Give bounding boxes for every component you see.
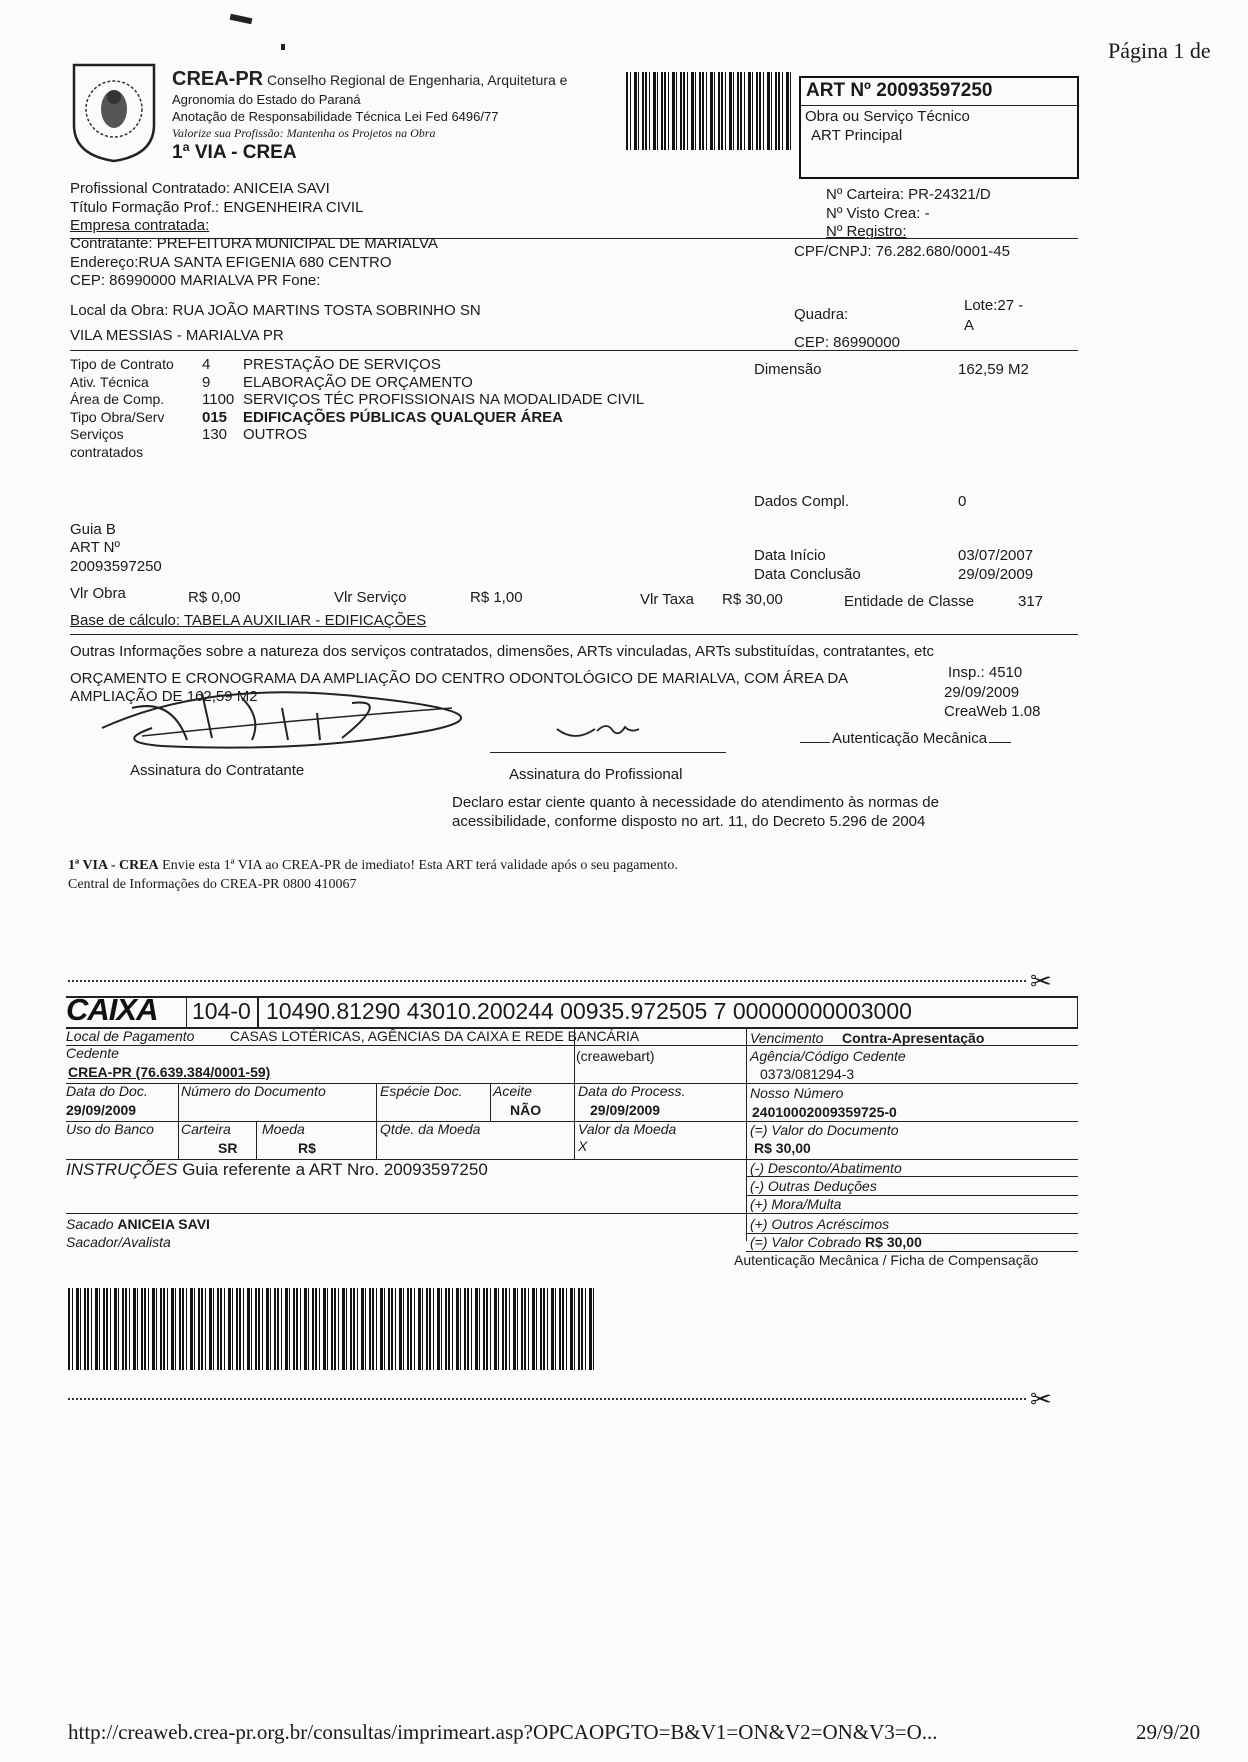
data-doc-label: Data do Doc. bbox=[66, 1083, 148, 1099]
value-ativ-tecnica: ELABORAÇÃO DE ORÇAMENTO bbox=[243, 373, 473, 391]
label-ativ-tecnica: Ativ. Técnica bbox=[70, 373, 149, 390]
desconto-label: (-) Desconto/Abatimento bbox=[750, 1160, 902, 1176]
carteira-label: Carteira bbox=[181, 1121, 231, 1137]
sacado-label: Sacado bbox=[66, 1216, 114, 1232]
value-servicos: OUTROS bbox=[243, 426, 308, 443]
linha-digitavel: 10490.81290 43010.200244 00935.972505 7 00000000003000 bbox=[266, 998, 912, 1024]
contratante-endereco: Endereço:RUA SANTA EFIGENIA 680 CENTRO bbox=[70, 254, 392, 271]
insp-number: Insp.: 4510 bbox=[948, 664, 1023, 681]
aceite-label: Aceite bbox=[493, 1083, 532, 1099]
contrato-codes bbox=[202, 356, 234, 444]
via-label: 1ª VIA - CREA bbox=[172, 142, 297, 163]
scan-mark bbox=[281, 44, 285, 50]
vencimento-value: Contra-Apresentação bbox=[842, 1030, 985, 1046]
label-tipo-obra: Tipo Obra/Serv bbox=[70, 408, 165, 425]
obra-bairro: VILA MESSIAS - MARIALVA PR bbox=[70, 327, 284, 344]
empresa-contratada: Empresa contratada: bbox=[70, 217, 210, 234]
valor-documento-value: R$ 30,00 bbox=[754, 1140, 811, 1156]
nosso-numero-value: 24010002009359725-0 bbox=[752, 1104, 897, 1120]
contrato-values bbox=[243, 356, 644, 444]
dimensao-label: Dimensão bbox=[754, 361, 822, 378]
vlr-taxa-value: R$ 30,00 bbox=[722, 591, 783, 608]
sacado-value: ANICEIA SAVI bbox=[117, 1216, 210, 1232]
cedente-value: CREA-PR (76.639.384/0001-59) bbox=[68, 1064, 271, 1080]
dados-compl-value: 0 bbox=[958, 493, 967, 510]
autenticacao-mecanica: Autenticação Mecânica bbox=[800, 730, 1011, 747]
boleto bbox=[66, 994, 1078, 1284]
valor-cobrado bbox=[750, 1234, 922, 1250]
value-area-comp: SERVIÇOS TÉC PROFISSIONAIS NA MODALIDADE CIVIL bbox=[243, 391, 645, 408]
guia-art-label: ART Nº bbox=[70, 539, 120, 556]
data-processamento-label: Data do Process. bbox=[578, 1083, 686, 1099]
guia-art-number: 20093597250 bbox=[70, 558, 162, 575]
creawebart: (creawebart) bbox=[576, 1048, 655, 1064]
numero-carteira: Nº Carteira: PR-24321/D bbox=[826, 186, 991, 203]
contrato-labels bbox=[70, 356, 190, 461]
base-calculo: Base de cálculo: TABELA AUXILIAR - EDIFICAÇÕES bbox=[70, 612, 427, 629]
instrucoes-label: INSTRUÇÕES bbox=[66, 1160, 178, 1179]
assinatura-profissional-label: Assinatura do Profissional bbox=[509, 766, 683, 783]
nosso-numero-label: Nosso Número bbox=[750, 1085, 844, 1101]
cut-line-bottom bbox=[68, 1398, 1026, 1400]
data-processamento-value: 29/09/2009 bbox=[590, 1102, 661, 1118]
label-area-comp: Área de Comp. bbox=[70, 391, 165, 407]
code-ativ-tecnica: 9 bbox=[202, 373, 211, 391]
vlr-obra-value: R$ 0,00 bbox=[188, 589, 241, 606]
dimensao-value: 162,59 M2 bbox=[958, 361, 1029, 378]
scan-mark bbox=[230, 14, 253, 24]
vlr-servico-value: R$ 1,00 bbox=[470, 589, 523, 606]
assinatura-contratante-label: Assinatura do Contratante bbox=[130, 762, 305, 779]
sacado bbox=[66, 1216, 210, 1232]
art-kind: ART Principal bbox=[811, 127, 903, 144]
instrucoes bbox=[66, 1160, 488, 1180]
obra-quadra: Quadra: bbox=[794, 306, 849, 323]
contratante-nome: Contratante: PREFEITURA MUNICIPAL DE MARIALVA bbox=[70, 235, 438, 252]
page-label: Página 1 de bbox=[1108, 38, 1211, 63]
data-inicio-label: Data Início bbox=[754, 547, 826, 564]
label-tipo-contrato: Tipo de Contrato bbox=[70, 356, 174, 372]
bank-code: 104-0 bbox=[192, 998, 251, 1024]
valor-documento-label: (=) Valor do Documento bbox=[750, 1122, 899, 1138]
vencimento-label: Vencimento bbox=[750, 1030, 824, 1046]
mora-multa-label: (+) Mora/Multa bbox=[750, 1196, 842, 1212]
numero-registro: Nº Registro: bbox=[826, 223, 907, 240]
crea-logo bbox=[72, 63, 156, 163]
obra-cep: CEP: 86990000 bbox=[794, 334, 900, 351]
sacador-avalista: Sacador/Avalista bbox=[66, 1234, 171, 1250]
caixa-logo: CAIXA bbox=[66, 992, 158, 1027]
code-tipo-obra: 015 bbox=[202, 408, 228, 426]
valor-moeda-label: Valor da Moeda bbox=[578, 1121, 677, 1137]
header-barcode bbox=[626, 72, 794, 150]
code-tipo-contrato: 4 bbox=[202, 356, 211, 373]
entidade-classe-value: 317 bbox=[1018, 593, 1044, 610]
agencia-label: Agência/Código Cedente bbox=[750, 1048, 906, 1064]
guia-label: Guia B bbox=[70, 521, 116, 538]
label-servicos: Serviços bbox=[70, 426, 124, 442]
contratante-cep: CEP: 86990000 MARIALVA PR Fone: bbox=[70, 272, 321, 289]
data-conclusao-label: Data Conclusão bbox=[754, 566, 861, 583]
cedente-label: Cedente bbox=[66, 1045, 119, 1061]
numero-visto: Nº Visto Crea: - bbox=[826, 205, 930, 222]
profissional-contratado: Profissional Contratado: ANICEIA SAVI bbox=[70, 180, 330, 197]
header-line2: Agronomia do Estado do Paraná bbox=[172, 92, 361, 107]
numero-documento-label: Número do Documento bbox=[181, 1083, 326, 1099]
titulo-formacao: Título Formação Prof.: ENGENHEIRA CIVIL bbox=[70, 199, 364, 216]
scissors-icon: ✂ bbox=[1030, 966, 1052, 996]
outras-info-header: Outras Informações sobre a natureza dos serviços contratados, dimensões, ARTs vinculadas, ARTs substituídas, contratantes, etc bbox=[70, 643, 935, 660]
contratante-cnpj: CPF/CNPJ: 76.282.680/0001-45 bbox=[794, 243, 1010, 260]
art-number: ART Nº 20093597250 bbox=[806, 80, 993, 101]
data-doc-value: 29/09/2009 bbox=[66, 1102, 137, 1118]
outras-info-text-2: AMPLIAÇÃO DE 162,59 M2 bbox=[70, 688, 258, 705]
creaweb-version: CreaWeb 1.08 bbox=[944, 703, 1041, 720]
via-note-bold: 1ª VIA - CREA bbox=[68, 858, 159, 873]
autenticacao-ficha: Autenticação Mecânica / Ficha de Compensação bbox=[734, 1252, 1039, 1268]
aceite-value: NÃO bbox=[510, 1102, 542, 1118]
via-note bbox=[68, 858, 678, 874]
data-inicio-value: 03/07/2007 bbox=[958, 547, 1034, 564]
moeda-value: R$ bbox=[298, 1140, 316, 1156]
header-motto: Valorize sua Profissão: Mantenha os Projetos na Obra bbox=[172, 126, 436, 140]
value-tipo-contrato: PRESTAÇÃO DE SERVIÇOS bbox=[243, 356, 441, 373]
moeda-label: Moeda bbox=[262, 1121, 305, 1137]
header-line3: Anotação de Responsabilidade Técnica Lei Fed 6496/77 bbox=[172, 109, 499, 124]
agencia-value: 0373/081294-3 bbox=[760, 1066, 855, 1082]
vlr-taxa-label: Vlr Taxa bbox=[640, 591, 694, 608]
boleto-barcode bbox=[68, 1288, 596, 1370]
scissors-icon: ✂ bbox=[1030, 1384, 1052, 1414]
art-type: Obra ou Serviço Técnico bbox=[805, 108, 970, 125]
qtde-moeda-label: Qtde. da Moeda bbox=[380, 1121, 481, 1137]
cut-line-top bbox=[68, 980, 1026, 982]
code-servicos: 130 bbox=[202, 426, 228, 443]
obra-lote: Lote:27 - bbox=[964, 297, 1024, 314]
especie-doc-label: Espécie Doc. bbox=[380, 1083, 463, 1099]
art-box bbox=[799, 76, 1079, 179]
label-contratados: contratados bbox=[70, 443, 144, 460]
via-note-text: Envie esta 1ª VIA ao CREA-PR de imediato! Esta ART terá validade após o seu pagamento. bbox=[162, 858, 678, 873]
footer-date: 29/9/20 bbox=[1136, 1720, 1201, 1744]
outras-info-text: ORÇAMENTO E CRONOGRAMA DA AMPLIAÇÃO DO CENTRO ODONTOLÓGICO DE MARIALVA, COM ÁREA DA bbox=[70, 670, 849, 687]
footer-url: http://creaweb.crea-pr.org.br/consultas/imprimeart.asp?OPCAOPGTO=B&V1=ON&V2=ON&V3=O... bbox=[68, 1720, 938, 1744]
local-pagamento-label: Local de Pagamento bbox=[66, 1028, 195, 1044]
declaracao-line1: Declaro estar ciente quanto à necessidade do atendimento às normas de bbox=[452, 794, 939, 811]
header-line1: Conselho Regional de Engenharia, Arquitetura e bbox=[267, 72, 568, 88]
declaracao-line2: acessibilidade, conforme disposto no art. 11, do Decreto 5.296 de 2004 bbox=[452, 813, 926, 830]
entidade-classe-label: Entidade de Classe bbox=[844, 593, 975, 610]
valor-moeda-value: X bbox=[578, 1138, 588, 1154]
instrucoes-value: Guia referente a ART Nro. 20093597250 bbox=[182, 1160, 488, 1179]
vlr-obra-label: Vlr Obra bbox=[70, 585, 126, 602]
profissional-signature bbox=[555, 715, 655, 745]
contratante-signature bbox=[92, 658, 522, 758]
org-name: CREA-PR bbox=[172, 68, 264, 90]
carteira-value: SR bbox=[218, 1140, 238, 1156]
valor-cobrado-value: R$ 30,00 bbox=[865, 1234, 922, 1250]
vlr-servico-label: Vlr Serviço bbox=[334, 589, 407, 606]
central-info: Central de Informações do CREA-PR 0800 410067 bbox=[68, 877, 357, 892]
valor-cobrado-label: (=) Valor Cobrado bbox=[750, 1234, 862, 1250]
insp-date: 29/09/2009 bbox=[944, 684, 1020, 701]
local-obra: Local da Obra: RUA JOÃO MARTINS TOSTA SOBRINHO SN bbox=[70, 302, 481, 319]
outras-deducoes-label: (-) Outras Deduções bbox=[750, 1178, 877, 1194]
obra-lote-letter: A bbox=[964, 317, 975, 334]
uso-banco-label: Uso do Banco bbox=[66, 1121, 154, 1137]
data-conclusao-value: 29/09/2009 bbox=[958, 566, 1034, 583]
value-tipo-obra: EDIFICAÇÕES PÚBLICAS QUALQUER ÁREA bbox=[243, 408, 564, 426]
outros-acrescimos-label: (+) Outros Acréscimos bbox=[750, 1216, 890, 1232]
dados-compl-label: Dados Compl. bbox=[754, 493, 850, 510]
code-area-comp: 1100 bbox=[202, 391, 235, 408]
local-pagamento-value: CASAS LOTÉRICAS, AGÊNCIAS DA CAIXA E REDE BANCÁRIA bbox=[230, 1028, 640, 1044]
